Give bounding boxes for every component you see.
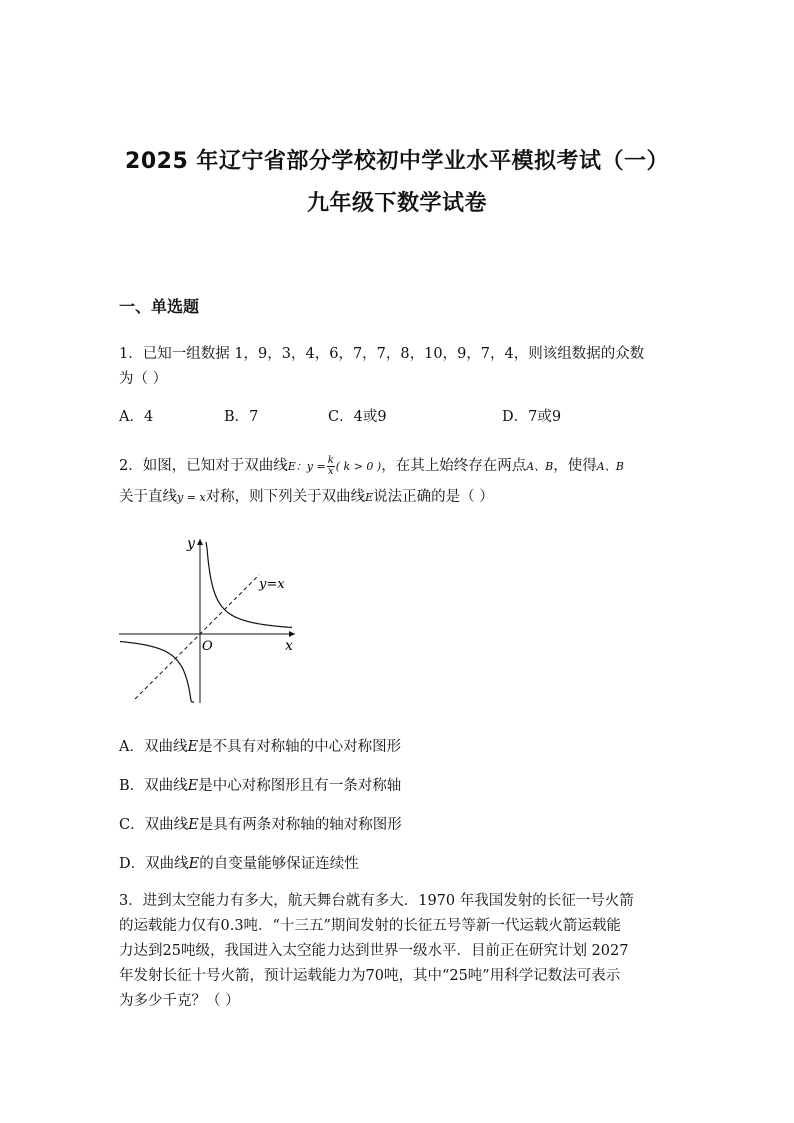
y-axis-label: y bbox=[187, 536, 195, 552]
question-1-option-c: C．4或9 bbox=[328, 409, 387, 425]
question-1-text-cont: 为（ ） bbox=[119, 371, 168, 387]
q2-text-part: 说法正确的是（ ） bbox=[373, 489, 494, 505]
q2-curve-name: E bbox=[365, 491, 374, 504]
question-3-text-cont: 年发射长征十号火箭，预计运载能力为70吨，其中“25吨”用科学记数法可表示 bbox=[119, 968, 621, 984]
q2-equation: ：y = bbox=[295, 460, 326, 473]
q2-text-part: 关于直线 bbox=[119, 489, 177, 505]
q2-points: A、B bbox=[596, 460, 624, 473]
question-1-option-b: B．7 bbox=[224, 409, 259, 425]
q2-fraction bbox=[327, 456, 335, 477]
exam-title: 2025 年辽宁省部分学校初中学业水平模拟考试（一） bbox=[125, 149, 669, 174]
question-2-option-d: D．双曲线E的自变量能够保证连续性 bbox=[119, 856, 359, 872]
question-2-text bbox=[119, 454, 624, 477]
question-2-text-cont bbox=[119, 485, 494, 506]
question-3-text-cont: 为多少千克？（ ） bbox=[119, 993, 240, 1009]
q2-text-part: ，使得 bbox=[553, 458, 597, 474]
q2-line-equation: y = x bbox=[177, 491, 206, 504]
origin-label: O bbox=[202, 639, 213, 654]
line-y-equals-x bbox=[135, 575, 259, 699]
question-2-option-c: C．双曲线E是具有两条对称轴的轴对称图形 bbox=[119, 817, 402, 833]
line-label: y=x bbox=[259, 577, 285, 592]
q2-fraction-denominator: x bbox=[327, 465, 334, 477]
x-axis-label: x bbox=[285, 638, 293, 654]
q2-text-part: 对称，则下列关于双曲线 bbox=[205, 489, 366, 505]
section-heading: 一、单选题 bbox=[119, 297, 200, 316]
question-1-option-a: A．4 bbox=[119, 409, 154, 425]
q2-text-part: ，在其上始终存在两点 bbox=[381, 458, 527, 474]
question-2-option-b: B．双曲线E是中心对称图形且有一条对称轴 bbox=[119, 778, 402, 794]
q2-fraction-numerator: k bbox=[327, 454, 334, 466]
question-3-text-cont: 的运载能力仅有0.3吨．“十三五”期间发射的长征五号等新一代运载火箭运载能 bbox=[119, 918, 621, 934]
exam-subtitle: 九年级下数学试卷 bbox=[306, 191, 487, 216]
question-2-option-a: A．双曲线E是不具有对称轴的中心对称图形 bbox=[119, 739, 402, 755]
question-1-option-d: D．7或9 bbox=[502, 409, 562, 425]
hyperbola-branch-third-quadrant bbox=[120, 642, 194, 703]
question-3-text-cont: 力达到25吨级，我国进入太空能力达到世界一级水平．目前正在研究计划 2027 bbox=[119, 943, 629, 959]
q2-text-part: 2．如图，已知对于双曲线 bbox=[119, 458, 288, 474]
question-1-text: 1．已知一组数据 1，9，3，4，6，7，7，8，10，9，7，4，则该组数据的众数 bbox=[119, 346, 645, 362]
q2-curve-name: E bbox=[287, 460, 296, 473]
q2-condition: ( k > 0 ) bbox=[335, 460, 382, 473]
question-3-text: 3．进到太空能力有多大，航天舞台就有多大．1970 年我国发射的长征一号火箭 bbox=[119, 893, 634, 909]
q2-points: A、B bbox=[526, 460, 554, 473]
hyperbola-figure bbox=[119, 533, 304, 705]
